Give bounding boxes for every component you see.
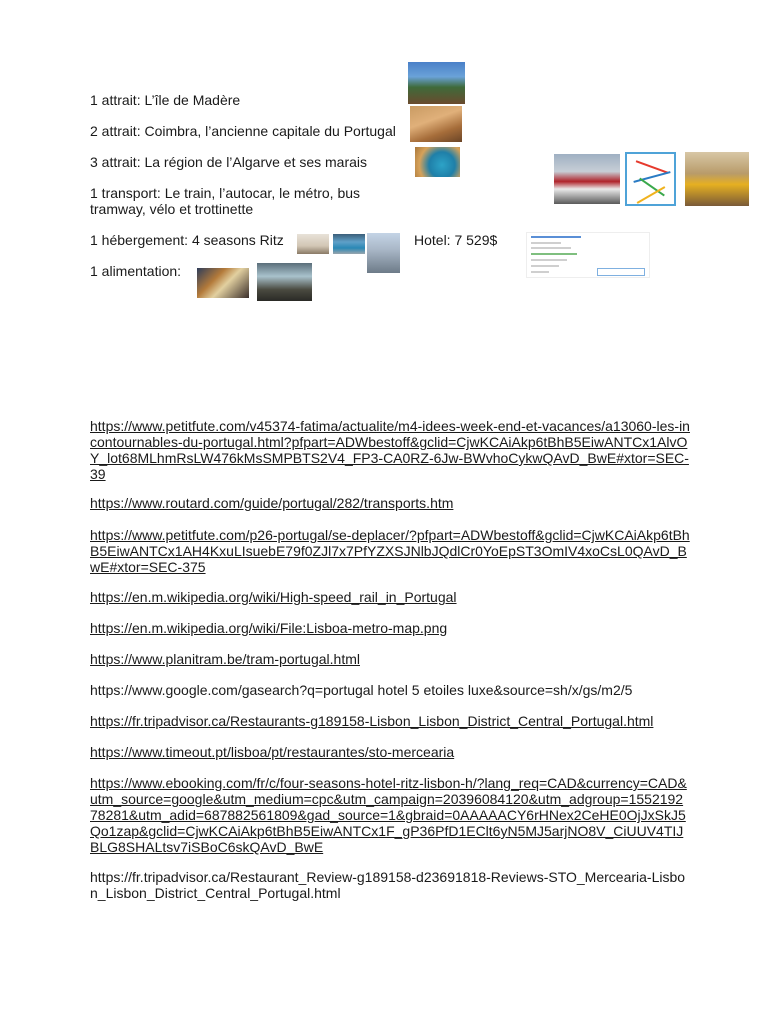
madeira-photo <box>408 62 465 104</box>
link-google-search: https://www.google.com/gasearch?q=portugal hotel 5 etoiles luxe&source=sh/x/gs/m2/5 <box>90 682 633 698</box>
algarve-photo <box>415 147 460 177</box>
link-routard-transports[interactable]: https://www.routard.com/guide/portugal/282/transports.htm <box>90 495 454 511</box>
hotel-pool-photo <box>333 234 365 254</box>
attraction-coimbra: 2 attrait: Coimbra, l’ancienne capitale du Portugal <box>90 123 396 139</box>
train-photo <box>554 154 620 204</box>
hotel-price: Hotel: 7 529$ <box>414 232 498 248</box>
attraction-madeira: 1 attrait: L’île de Madère <box>90 92 241 108</box>
transport-line-2: tramway, vélo et trottinette <box>90 201 254 217</box>
hotel-building-photo <box>367 233 400 273</box>
link-tripadvisor-review: https://fr.tripadvisor.ca/Restaurant_Review-g189158-d23691818-Reviews-STO_Mercearia-Lisbon_Lisbon_District_Central_Portugal.html <box>90 869 686 901</box>
hotel-room-photo <box>297 234 329 254</box>
link-timeout-sto-mercearia[interactable]: https://www.timeout.pt/lisboa/pt/restaurantes/sto-mercearia <box>90 744 455 760</box>
link-tripadvisor-restaurants[interactable]: https://fr.tripadvisor.ca/Restaurants-g189158-Lisbon_Lisbon_District_Central_Portugal.html <box>90 713 654 729</box>
link-planitram[interactable]: https://www.planitram.be/tram-portugal.html <box>90 651 360 667</box>
transport-line-1: 1 transport: Le train, l’autocar, le métro, bus <box>90 185 361 201</box>
link-petitfute-se-deplacer[interactable]: https://www.petitfute.com/p26-portugal/se-deplacer/?pfpart=ADWbestoff&gclid=CjwKCAiAkp6tBhB5EiwANTCx1AH4KxuLIsuebE79f0ZJl7x7PfYZXSJNlbJQdlCr0YoEpST3OmIV4xoCsL0QAvD_BwE#xtor=SEC-375 <box>90 527 690 575</box>
link-ebooking-four-seasons[interactable]: https://www.ebooking.com/fr/c/four-seasons-hotel-ritz-lisbon-h/?lang_req=CAD&currency=CAD&utm_source=google&utm_medium=cpc&utm_campaign=20396084120&utm_adgroup=155219278281&utm_adid=687882561809&gad_source=1&gbraid=0AAAAACY6rHNex2CeHE0OjJxSkJ5Qo1zap&gclid=CjwKCAiAkp6tBhB5EiwANTCx1F_gP36PfD1EClt6yN5MJ5arjNO8V_CiUUV4TIJBLG8SHALtsv7iSBoC6skQAvD_BwE <box>90 775 687 855</box>
restaurant-photo-1 <box>197 268 249 298</box>
link-wikipedia-high-speed-rail[interactable]: https://en.m.wikipedia.org/wiki/High-speed_rail_in_Portugal <box>90 589 457 605</box>
attraction-algarve: 3 attrait: La région de l’Algarve et ses marais <box>90 154 368 170</box>
link-petitfute-incontournables[interactable]: https://www.petitfute.com/v45374-fatima/actualite/m4-idees-week-end-et-vacances/a13060-les-incontournables-du-portugal.html?pfpart=ADWbestoff&gclid=CjwKCAiAkp6tBhB5EiwANTCx1AlvOY_lot68MLhmRsLW476kMsSMPBTS2V4_FP3-CA0RZ-6Jw-BWvhoCykwQAvD_BwE#xtor=SEC-39 <box>90 418 690 482</box>
search-result-button <box>597 268 645 276</box>
food-line: 1 alimentation: <box>90 263 182 279</box>
restaurant-photo-2 <box>257 263 312 301</box>
accommodation-line: 1 hébergement: 4 seasons Ritz <box>90 232 284 248</box>
metro-map-image <box>625 152 676 206</box>
hotel-search-screenshot <box>526 232 650 278</box>
coimbra-photo <box>410 106 462 142</box>
link-wikipedia-metro-map[interactable]: https://en.m.wikipedia.org/wiki/File:Lisboa-metro-map.png <box>90 620 448 636</box>
tram-photo <box>685 152 749 206</box>
